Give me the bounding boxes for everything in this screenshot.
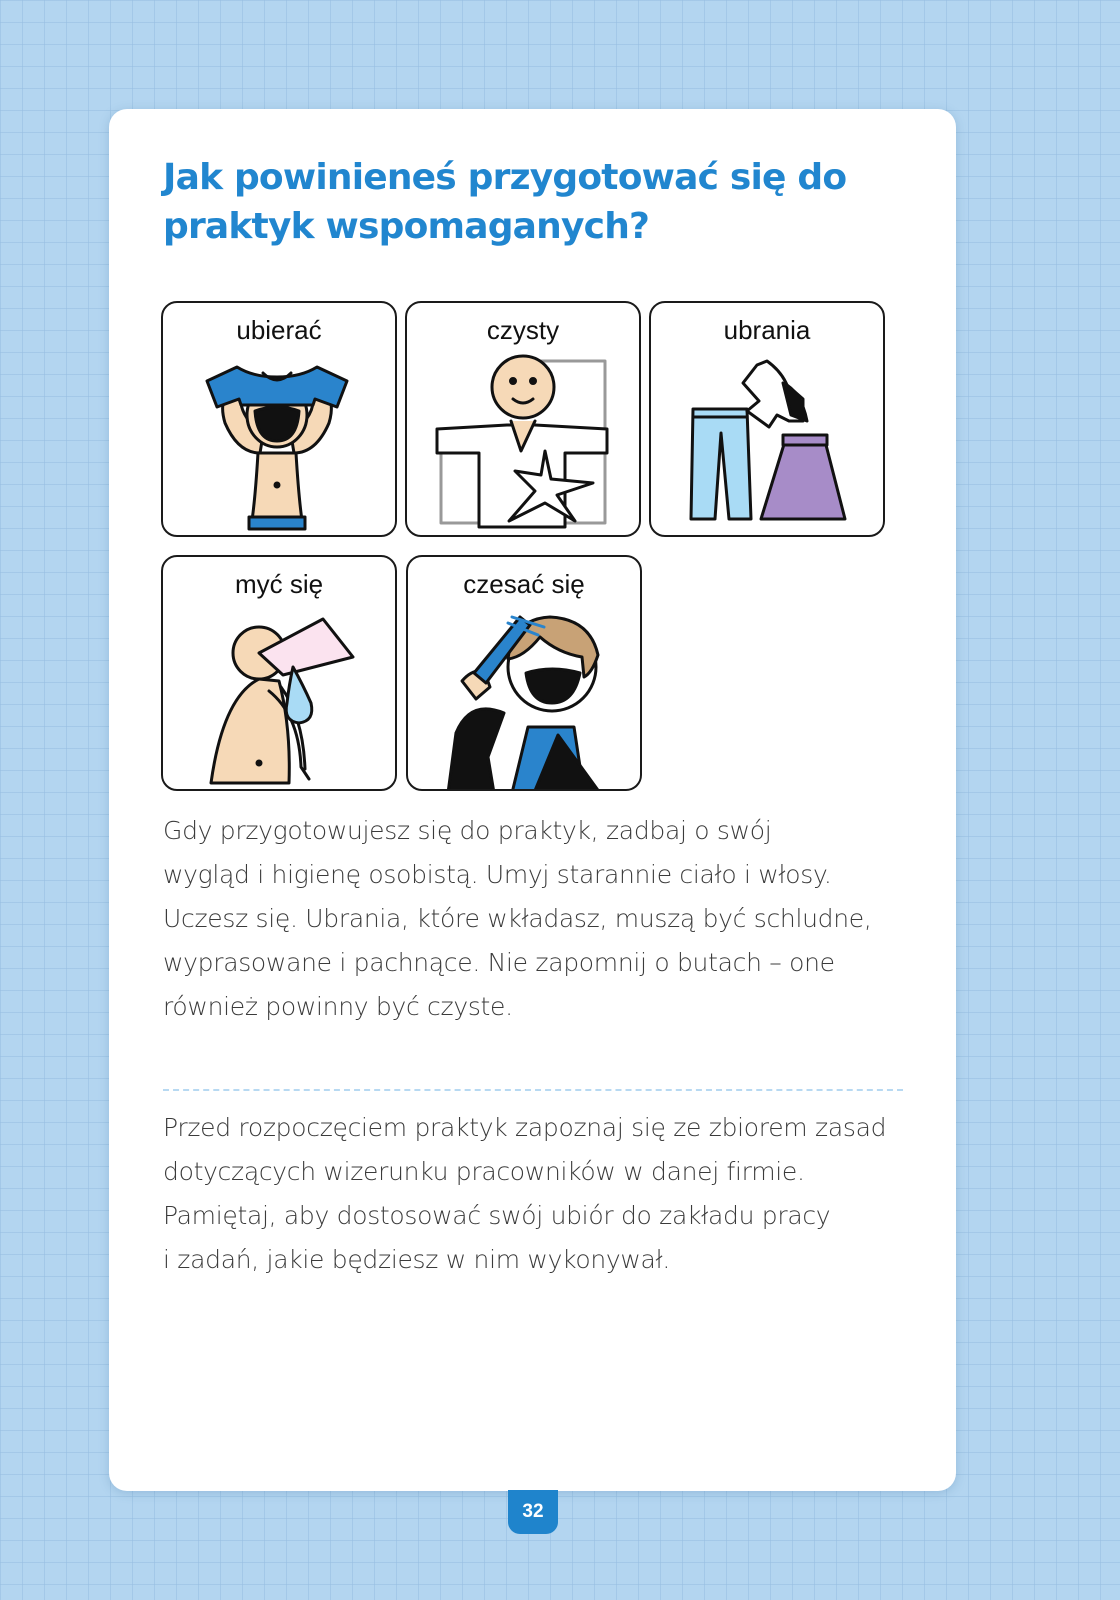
clothes-icon xyxy=(651,303,885,537)
symbol-tile-dressing xyxy=(161,301,397,537)
symbol-tile-clean xyxy=(405,301,641,537)
paragraph-line: Przed rozpoczęciem praktyk zapoznaj się ze zbiorem zasad xyxy=(163,1113,887,1142)
dressing-icon xyxy=(163,303,397,537)
symbol-label: czysty xyxy=(486,315,560,345)
washing-icon xyxy=(163,557,397,791)
content-card xyxy=(109,109,956,1491)
combing-icon xyxy=(408,557,642,791)
symbol-label: czesać się xyxy=(463,569,585,599)
symbol-tile-clothes xyxy=(649,301,885,537)
hygiene-paragraph xyxy=(163,809,903,1029)
paragraph-line: wyprasowane i pachnące. Nie zapomnij o butach – one xyxy=(163,948,835,977)
paragraph-line: dotyczących wizerunku pracowników w danej firmie. xyxy=(163,1157,805,1186)
page-number-badge: 32 xyxy=(508,1490,558,1534)
rules-paragraph xyxy=(163,1106,903,1282)
symbol-label: myć się xyxy=(234,569,324,599)
symbol-tile-combing xyxy=(406,555,642,791)
dashed-divider xyxy=(163,1089,903,1091)
symbol-label: ubierać xyxy=(236,315,322,345)
paragraph-line: Pamiętaj, aby dostosować swój ubiór do zakładu pracy xyxy=(163,1201,831,1230)
symbol-label: ubrania xyxy=(723,315,811,345)
paragraph-line: i zadań, jakie będziesz w nim wykonywał. xyxy=(163,1245,671,1274)
page-title: Jak powinieneś przygotować się do praktyk wspomaganych? xyxy=(163,157,847,247)
paragraph-line: również powinny być czyste. xyxy=(163,992,513,1021)
paragraph-line: Uczesz się. Ubrania, które wkładasz, muszą być schludne, xyxy=(163,904,872,933)
paragraph-line: Gdy przygotowujesz się do praktyk, zadbaj o swój xyxy=(163,816,772,845)
paragraph-line: wygląd i higienę osobistą. Umyj starannie ciało i włosy. xyxy=(163,860,832,889)
clean-icon xyxy=(407,303,641,537)
symbol-tile-washing xyxy=(161,555,397,791)
